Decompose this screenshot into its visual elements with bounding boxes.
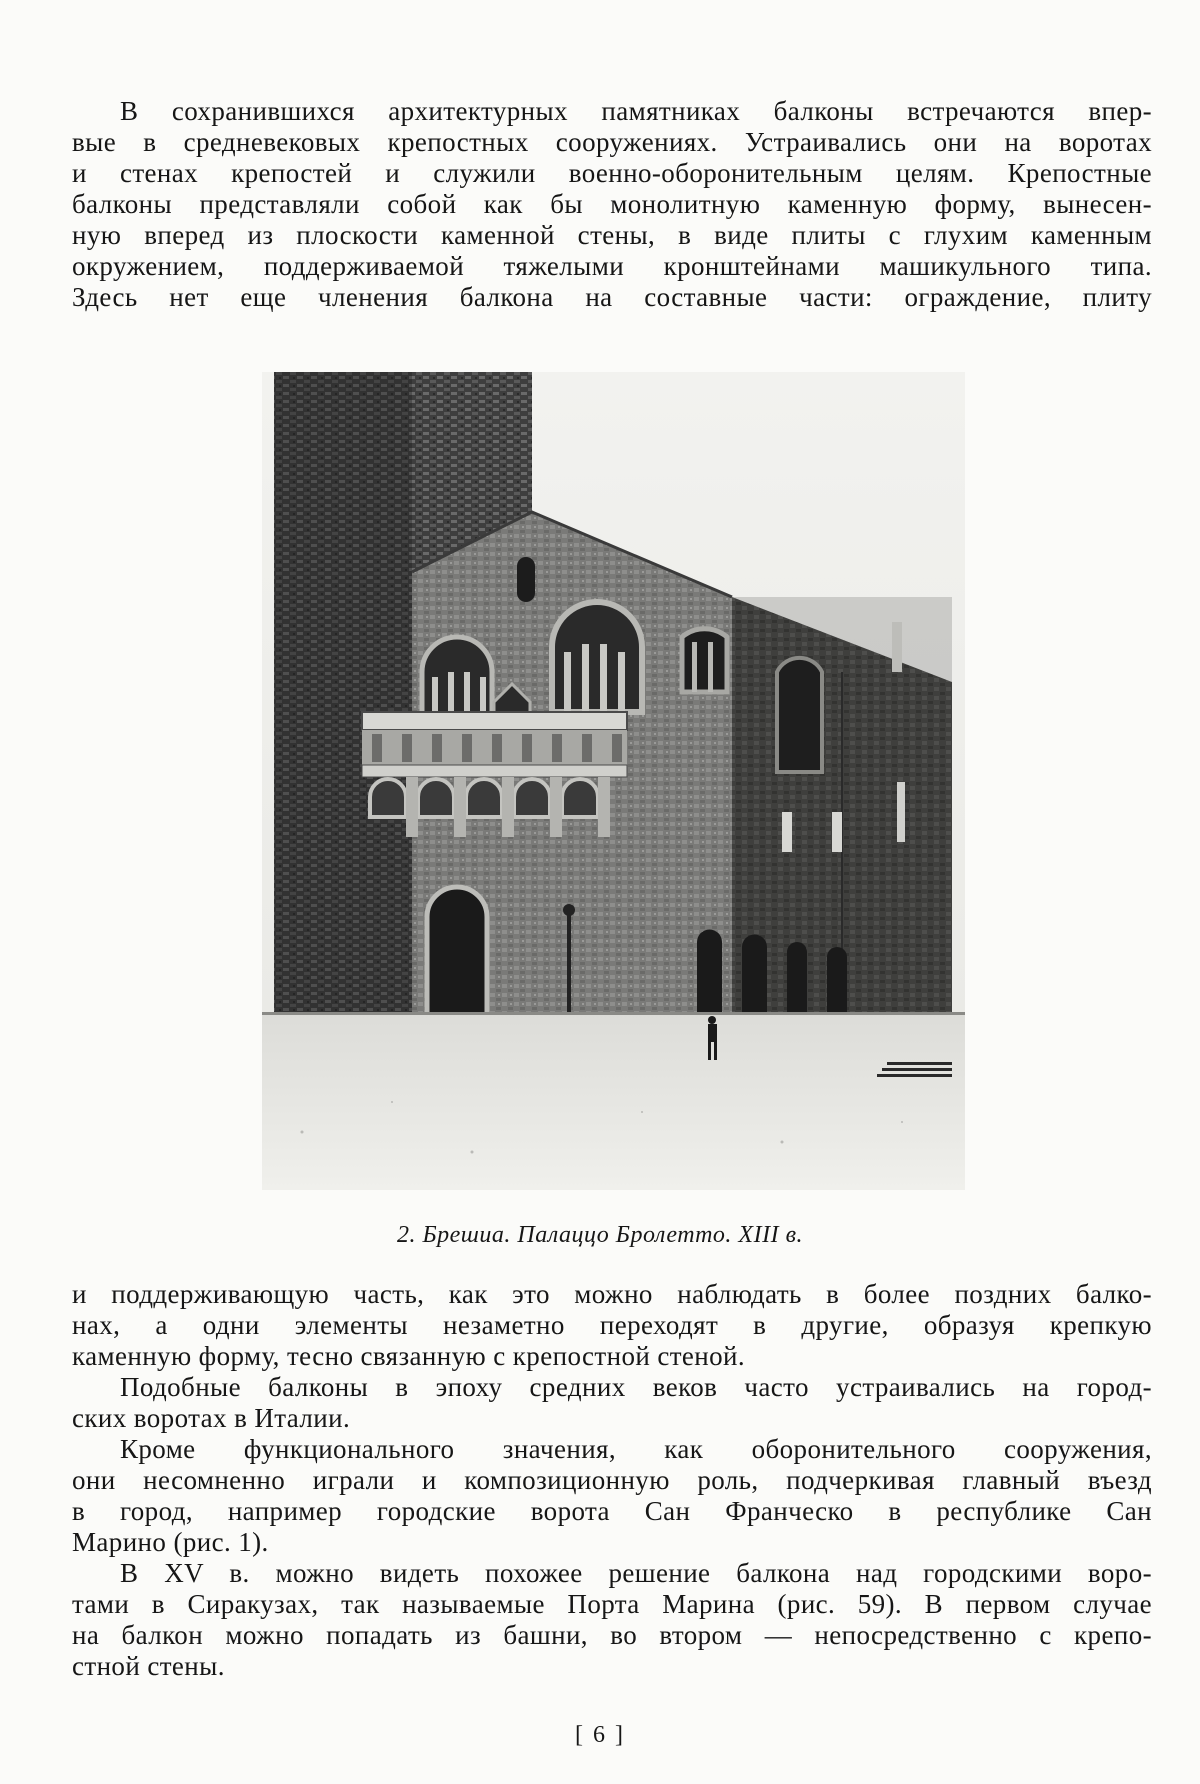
- text-line: В XV в. можно видеть похожее решение балкона над городскими воро-: [120, 1558, 1152, 1588]
- paragraph-top: [72, 96, 1152, 313]
- text-line: на балкон можно попадать из башни, во втором — непосредственно с крепо-: [72, 1620, 1152, 1650]
- text-line: Кроме функционального значения, как оборонительного сооружения,: [120, 1434, 1152, 1464]
- palazzo-broletto-photo: [262, 372, 965, 1190]
- text-line: в город, например городские ворота Сан Франческо в республике Сан: [72, 1496, 1152, 1526]
- text-line: ских воротах в Италии.: [72, 1403, 351, 1433]
- text-line: Подобные балконы в эпоху средних веков часто устраивались на город-: [120, 1372, 1152, 1402]
- text-line: вые в средневековых крепостных сооружениях. Устраивались они на воротах: [72, 127, 1152, 157]
- text-line: и поддерживающую часть, как это можно наблюдать в более поздних балко-: [72, 1279, 1152, 1309]
- paragraphs-bottom: [72, 1279, 1152, 1682]
- text-line: и стенах крепостей и служили военно-оборонительным целям. Крепостные: [72, 158, 1152, 188]
- text-line: окружением, поддерживаемой тяжелыми кронштейнами машикульного типа.: [72, 251, 1152, 281]
- page-number: [ 6 ]: [575, 1722, 625, 1748]
- text-line: В сохранившихся архитектурных памятниках балконы встречаются впер-: [120, 96, 1152, 126]
- text-line: они несомненно играли и композиционную роль, подчеркивая главный въезд: [72, 1465, 1152, 1495]
- text-line: нах, а одни элементы незаметно переходят в другие, образуя крепкую: [72, 1310, 1152, 1340]
- text-line: балконы представляли собой как бы монолитную каменную форму, вынесен-: [72, 189, 1152, 219]
- text-line: Марино (рис. 1).: [72, 1527, 269, 1557]
- figure-caption: 2. Брешиа. Палаццо Бролетто. XIII в.: [397, 1222, 803, 1248]
- text-line: тами в Сиракузах, так называемые Порта Марина (рис. 59). В первом случае: [72, 1589, 1152, 1619]
- building-illustration: [262, 372, 965, 1190]
- text-line: Здесь нет еще членения балкона на составные части: ограждение, плиту: [72, 282, 1152, 312]
- text-line: ную вперед из плоскости каменной стены, в виде плиты с глухим каменным: [72, 220, 1152, 250]
- text-line: стной стены.: [72, 1651, 225, 1681]
- text-line: каменную форму, тесно связанную с крепостной стеной.: [72, 1341, 746, 1371]
